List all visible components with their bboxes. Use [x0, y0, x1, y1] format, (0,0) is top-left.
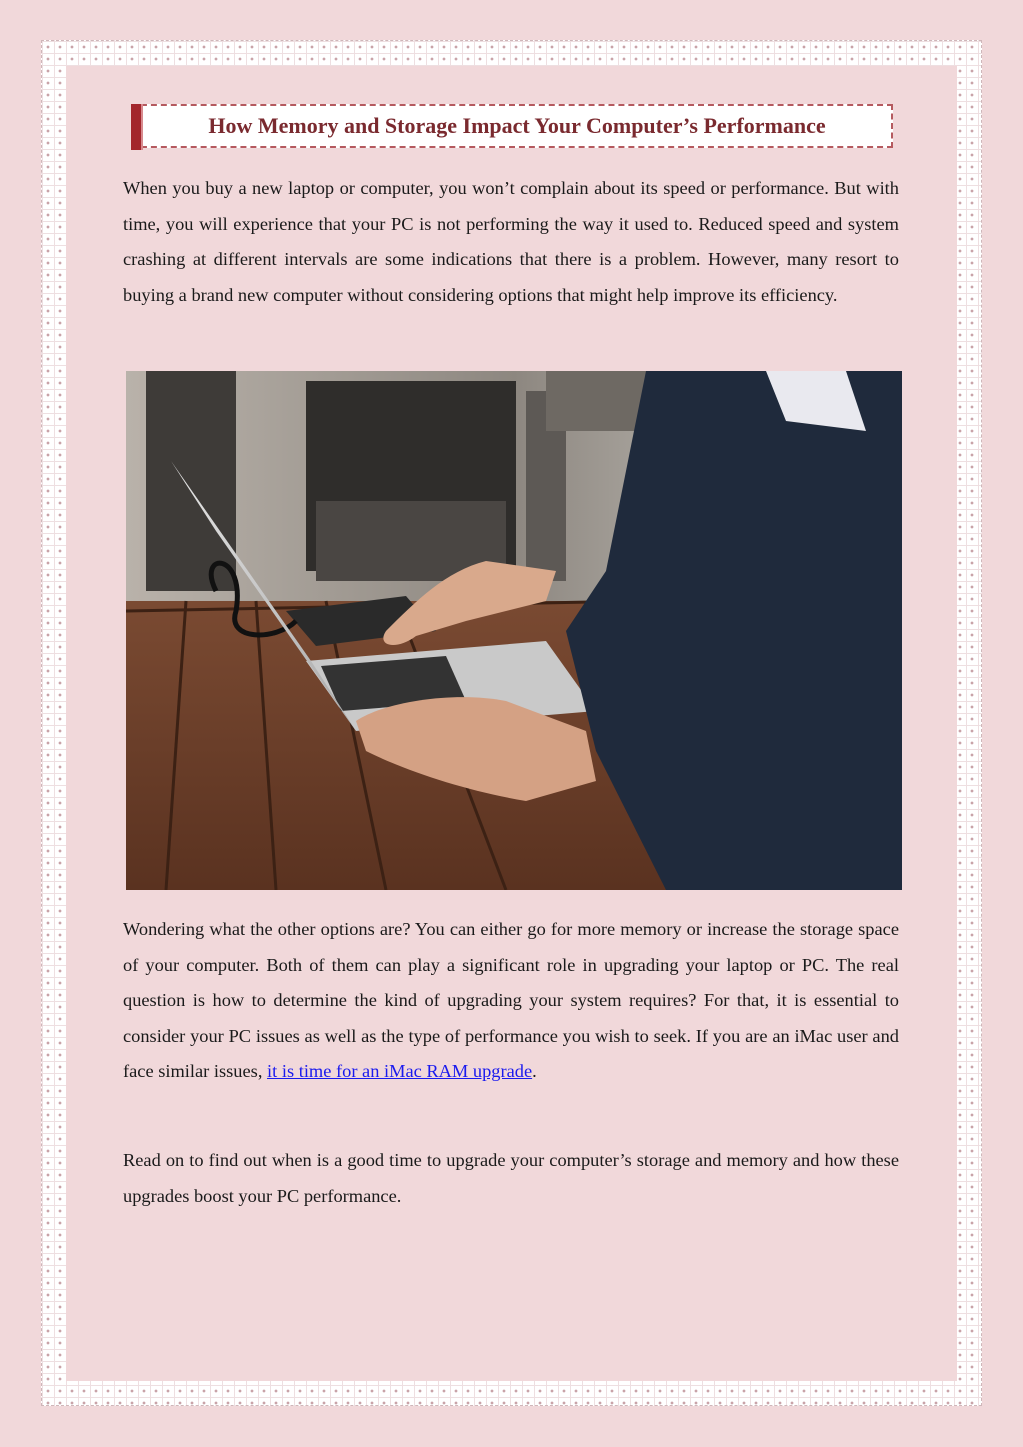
options-text: Wondering what the other options are? You can either go for more memory or increase the storage space of your computer. Both of them can play a significant role in upgrading your laptop or PC. The real question is how to determine the kind of upgrading your system requires? For that, it is essential to consider your PC issues as well as the type of performance you wish to seek. If you are an iMac user and face similar issues, [123, 919, 899, 1082]
options-end: . [532, 1061, 537, 1082]
laptop-photo [126, 371, 902, 890]
read-on-paragraph: Read on to find out when is a good time to upgrade your computer’s storage and memory and how these upgrades boost your PC performance. [123, 1150, 899, 1206]
imac-ram-upgrade-link[interactable]: it is time for an iMac RAM upgrade [267, 1061, 533, 1082]
page-title: How Memory and Storage Impact Your Computer’s Performance [208, 113, 826, 138]
options-paragraph [123, 912, 899, 1090]
title-accent-tab [131, 104, 143, 150]
intro-paragraph: When you buy a new laptop or computer, you won’t complain about its speed or performance. But with time, you will experience that your PC is not performing the way it used to. Reduced speed and system crashing at different intervals are some indications that there is a problem. However, many resort to buying a brand new computer without considering options that might help improve its efficiency. [123, 178, 899, 305]
